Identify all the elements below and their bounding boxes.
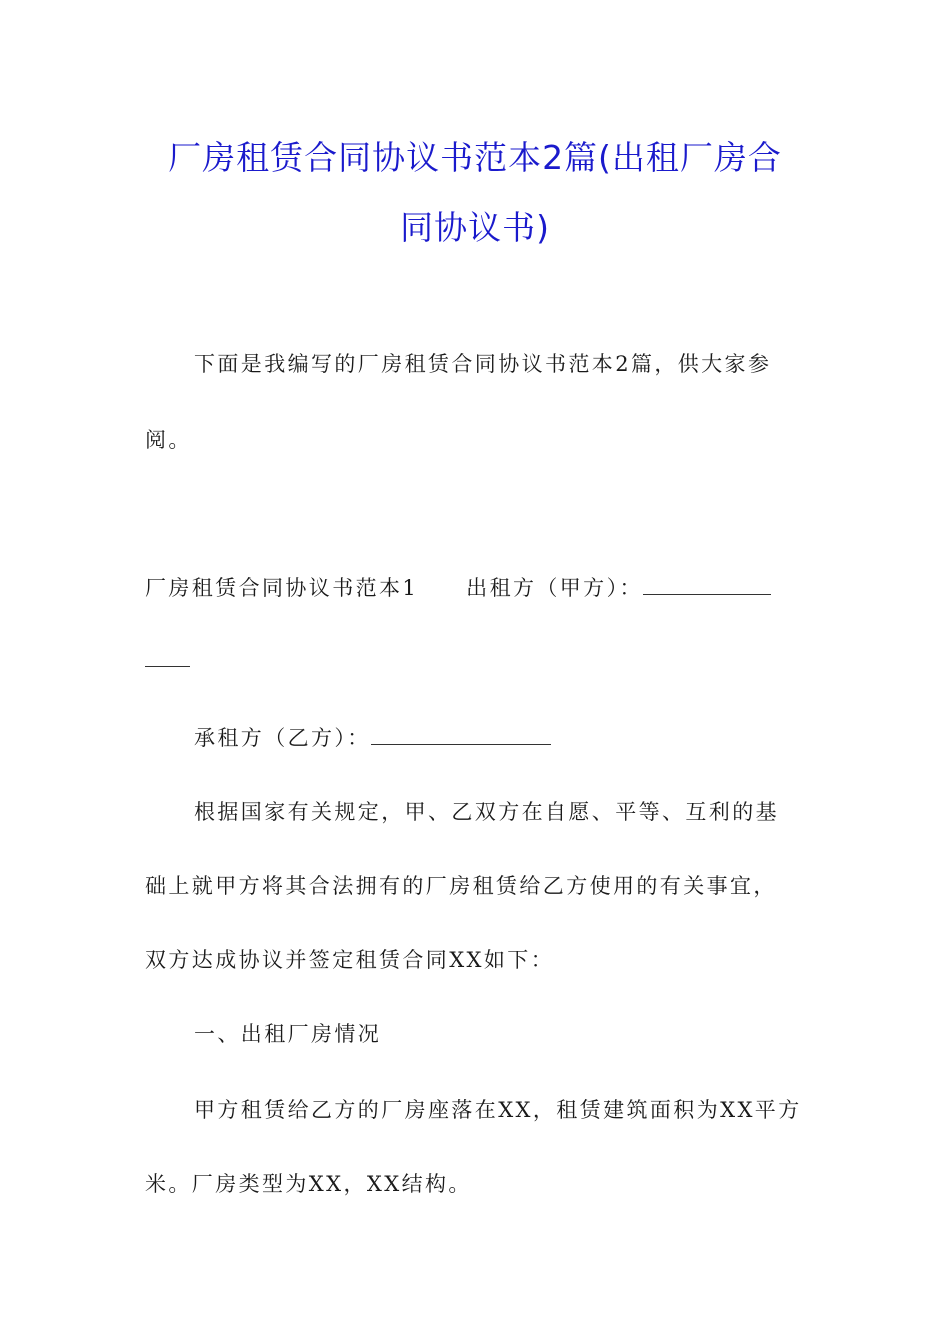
para1-line-3: 双方达成协议并签定租赁合同XX如下： (145, 948, 555, 972)
document-title-line-1: 厂房租赁合同协议书范本2篇(出租厂房合 (168, 138, 782, 177)
lessor-label: 出租方（甲方）： (466, 576, 643, 600)
document-title-line-2: 同协议书) (400, 208, 550, 247)
para1-line-1: 根据国家有关规定，甲、乙双方在自愿、平等、互利的基 (194, 800, 779, 824)
clause1-line-2: 米。厂房类型为XX，XX结构。 (145, 1172, 472, 1196)
lessee-blank (371, 726, 551, 745)
section-heading: 厂房租赁合同协议书范本1 (145, 576, 419, 600)
intro-line-1: 下面是我编写的厂房租赁合同协议书范本2篇，供大家参 (194, 352, 772, 376)
lessor-blank (643, 576, 771, 595)
para1-line-2: 础上就甲方将其合法拥有的厂房租赁给乙方使用的有关事宜， (145, 874, 777, 898)
lessee-label: 承租方（乙方）： (194, 726, 371, 750)
lessee-row (194, 722, 859, 752)
lessor-blank-continued (145, 648, 190, 667)
clause1-line-1: 甲方租赁给乙方的厂房座落在XX，租赁建筑面积为XX平方 (194, 1098, 802, 1122)
lessor-blank-continued-row (145, 648, 810, 672)
section-heading-row (145, 572, 810, 602)
intro-line-2: 阅。 (145, 428, 192, 452)
clause1-heading: 一、出租厂房情况 (194, 1022, 382, 1046)
